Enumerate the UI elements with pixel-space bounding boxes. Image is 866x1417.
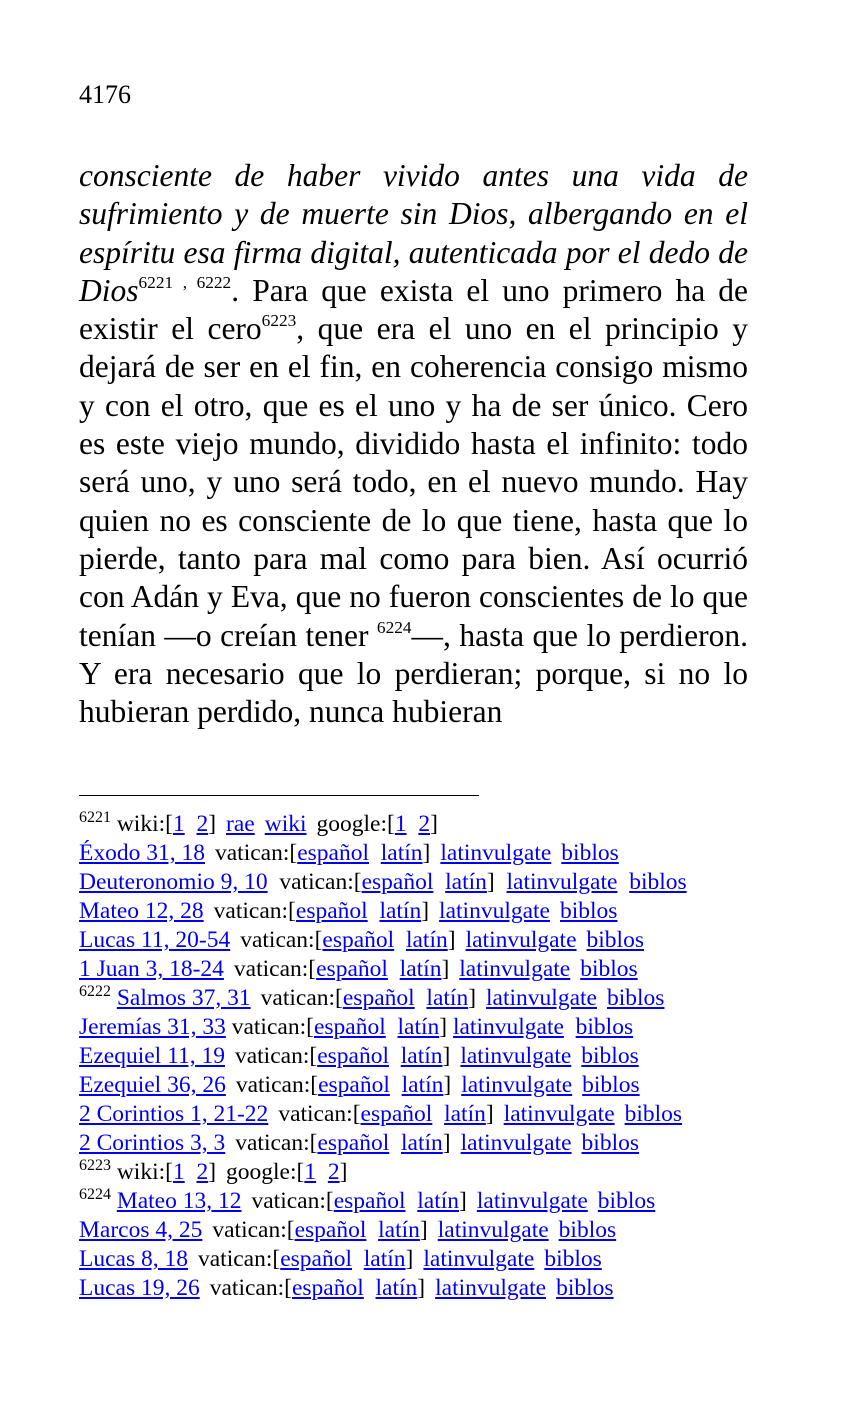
latinvulgate-link[interactable]: latinvulgate — [465, 927, 577, 953]
vatican-latin-link[interactable]: latín — [417, 1188, 460, 1214]
vatican-espanol-link[interactable]: español — [342, 985, 415, 1011]
reference-line: Marcos 4, 25 vatican:[español latín] latinvulgate biblos — [79, 1217, 617, 1243]
biblos-link[interactable]: biblos — [575, 1014, 634, 1040]
italic-passage: consciente de haber vivido antes una vida de sufrimiento y de muerte sin Dios, albergando en el espíritu esa firma digital, autenticada por el dedo de Dios — [79, 158, 748, 308]
vatican-label: vatican:[ — [279, 869, 362, 895]
vatican-espanol-link[interactable]: español — [322, 927, 395, 953]
footnote-divider — [79, 795, 479, 796]
reference-line: Éxodo 31, 18 vatican:[español latín] latinvulgate biblos — [79, 840, 619, 866]
wiki-label: wiki:[ — [116, 811, 173, 837]
footnote-6221: $^{6221}$ wiki:[1 2] rae wiki google:[1 2] — [79, 809, 438, 837]
footnote-ref-6223: 6223 — [261, 311, 297, 331]
reference-line: Ezequiel 11, 19 vatican:[español latín] latinvulgate biblos — [79, 1043, 639, 1069]
google-link-2[interactable]: 2 — [327, 1159, 340, 1185]
biblos-link[interactable]: biblos — [561, 840, 619, 866]
footnote-number: 6222 — [79, 983, 111, 1001]
vatican-espanol-link[interactable]: español — [294, 1217, 367, 1243]
vatican-espanol-link[interactable]: español — [333, 1188, 406, 1214]
reference-line: 2 Corintios 3, 3 vatican:[español latín] latinvulgate biblos — [79, 1130, 640, 1156]
vatican-label: vatican:[ — [198, 1246, 281, 1272]
footnote-6224: $^{6224}$ Mateo 13, 12 vatican:[español latín] latinvulgate biblos — [79, 1186, 656, 1214]
google-link-1[interactable]: 1 — [394, 811, 407, 837]
main-text — [79, 157, 748, 731]
latinvulgate-link[interactable]: latinvulgate — [460, 1130, 572, 1156]
wiki-link-2[interactable]: 2 — [196, 1159, 209, 1185]
google-link-2[interactable]: 2 — [418, 811, 431, 837]
footnotes — [79, 810, 769, 1303]
vatican-latin-link[interactable]: latín — [380, 840, 423, 866]
reference-link[interactable]: Lucas 11, 20-54 — [79, 927, 231, 953]
vatican-latin-link[interactable]: latín — [401, 1072, 444, 1098]
vatican-latin-link[interactable]: latín — [399, 956, 442, 982]
biblos-link[interactable]: biblos — [580, 956, 638, 982]
vatican-label: vatican:[ — [235, 1130, 318, 1156]
reference-link[interactable]: Deuteronomio 9, 10 — [79, 869, 268, 895]
vatican-latin-link[interactable]: latín — [426, 985, 469, 1011]
vatican-espanol-link[interactable]: español — [316, 956, 388, 982]
reference-link[interactable]: Ezequiel 11, 19 — [79, 1043, 225, 1069]
vatican-espanol-link[interactable]: español — [360, 1101, 433, 1127]
vatican-label: vatican:[ — [240, 927, 323, 953]
vatican-label: vatican:[ — [213, 898, 296, 924]
reference-line: Mateo 12, 28 vatican:[español latín] latinvulgate biblos — [79, 898, 618, 924]
latinvulgate-link[interactable]: latinvulgate — [437, 1217, 549, 1243]
biblos-link[interactable]: biblos — [556, 1275, 614, 1301]
page-number: 4176 — [79, 80, 131, 109]
reference-link[interactable]: Lucas 8, 18 — [79, 1246, 188, 1272]
reference-link[interactable]: Marcos 4, 25 — [79, 1217, 203, 1243]
reference-line: Jeremías 31, 33 vatican:[español latín] latinvulgate biblos — [79, 1014, 634, 1040]
reference-link[interactable]: 1 Juan 3, 18-24 — [79, 956, 224, 982]
reference-line: 2 Corintios 1, 21-22 vatican:[español latín] latinvulgate biblos — [79, 1101, 683, 1127]
biblos-link[interactable]: biblos — [586, 927, 644, 953]
wiki-label: wiki:[ — [116, 1159, 173, 1185]
google-label: google:[ — [316, 811, 395, 837]
vatican-latin-link[interactable]: latín — [400, 1043, 443, 1069]
reference-link[interactable]: Jeremías 31, 33 — [79, 1014, 226, 1040]
footnote-6223: $^{6223}$ wiki:[1 2] google:[1 2] — [79, 1157, 348, 1185]
biblos-link[interactable]: biblos — [606, 985, 665, 1011]
vatican-espanol-link[interactable]: español — [361, 869, 434, 895]
wiki-link-1[interactable]: 1 — [172, 1159, 185, 1185]
reference-line: Lucas 11, 20-54 vatican:[español latín] latinvulgate biblos — [79, 927, 644, 953]
latinvulgate-link[interactable]: latinvulgate — [435, 1275, 547, 1301]
footnote-ref-6221-6222: 6221 , 6222 — [138, 272, 232, 292]
footnote-number: 6224 — [79, 1186, 111, 1204]
reference-link[interactable]: Lucas 19, 26 — [79, 1275, 200, 1301]
vatican-label: vatican:[ — [251, 1188, 334, 1214]
vatican-espanol-link[interactable]: español — [280, 1246, 353, 1272]
vatican-latin-link[interactable]: latín — [445, 869, 487, 895]
text-segment: , que era el uno en el principio y dejará de ser en el fin, en coherencia consigo mismo y con el otro, que es el uno y ha de ser único. Cero es este viejo mundo, dividido hasta el infinito: todo será uno, y uno será todo, en el nuevo mundo. Hay quien no es consciente de lo que tiene, hasta que lo pierde, tanto para mal como para bien. Así ocurrió con Adán y Eva, que no fueron conscientes de lo que tenían —o creían tener — [79, 311, 749, 653]
vatican-espanol-link[interactable]: español — [291, 1275, 364, 1301]
latinvulgate-link[interactable]: latinvulgate — [440, 840, 552, 866]
vatican-label: vatican:[ — [233, 956, 317, 982]
biblos-link[interactable]: biblos — [558, 1217, 617, 1243]
footnote-6222: $^{6222}$ Salmos 37, 31 vatican:[español latín] latinvulgate biblos — [79, 983, 665, 1011]
vatican-espanol-link[interactable]: español — [318, 1072, 390, 1098]
wiki-link[interactable]: wiki — [264, 811, 307, 837]
biblos-link[interactable]: biblos — [581, 1130, 640, 1156]
wiki-link-2[interactable]: 2 — [196, 811, 209, 837]
vatican-label: vatican:[ — [278, 1101, 361, 1127]
vatican-label: vatican:[ — [231, 1014, 314, 1040]
reference-link[interactable]: Mateo 13, 12 — [116, 1188, 242, 1214]
rae-link[interactable]: rae — [226, 811, 255, 837]
reference-line: Ezequiel 36, 26 vatican:[español latín] latinvulgate biblos — [79, 1072, 640, 1098]
text-segment: —, hasta que lo perdieron. Y era necesario que lo perdieran; porque, si no lo hubieran perdido, nunca hubieran — [79, 617, 749, 730]
vatican-label: vatican:[ — [235, 1072, 319, 1098]
reference-link[interactable]: Ezequiel 36, 26 — [79, 1072, 226, 1098]
vatican-espanol-link[interactable]: español — [297, 840, 369, 866]
latinvulgate-link[interactable]: latinvulgate — [486, 985, 597, 1011]
google-link-1[interactable]: 1 — [304, 1159, 317, 1185]
reference-link[interactable]: Salmos 37, 31 — [116, 985, 251, 1011]
vatican-label: vatican:[ — [209, 1275, 292, 1301]
vatican-espanol-link[interactable]: español — [313, 1014, 386, 1040]
biblos-link[interactable]: biblos — [629, 869, 687, 895]
reference-link[interactable]: 2 Corintios 1, 21-22 — [79, 1101, 269, 1127]
latinvulgate-link[interactable]: latinvulgate — [506, 869, 618, 895]
footnote-ref-6224: 6224 — [376, 617, 412, 637]
vatican-latin-link[interactable]: latín — [378, 1217, 420, 1243]
latinvulgate-link[interactable]: latinvulgate — [503, 1101, 615, 1127]
latinvulgate-link[interactable]: latinvulgate — [476, 1188, 588, 1214]
biblos-link[interactable]: biblos — [582, 1072, 640, 1098]
biblos-link[interactable]: biblos — [597, 1188, 656, 1214]
latinvulgate-link[interactable]: latinvulgate — [423, 1246, 535, 1272]
latinvulgate-link[interactable]: latinvulgate — [452, 1014, 564, 1040]
reference-line: 1 Juan 3, 18-24 vatican:[español latín] latinvulgate biblos — [79, 956, 638, 982]
latinvulgate-link[interactable]: latinvulgate — [461, 1072, 573, 1098]
vatican-latin-link[interactable]: latín — [444, 1101, 486, 1127]
footnote-number: 6221 — [79, 809, 111, 827]
vatican-espanol-link[interactable]: español — [317, 1130, 390, 1156]
vatican-label: vatican:[ — [212, 1217, 295, 1243]
vatican-label: vatican:[ — [234, 1043, 318, 1069]
reference-line: Lucas 8, 18 vatican:[español latín] latinvulgate biblos — [79, 1246, 602, 1272]
vatican-latin-link[interactable]: latín — [375, 1275, 418, 1301]
text-segment: . Para que exista el uno primero ha de existir el cero — [79, 272, 749, 347]
biblos-link[interactable]: biblos — [559, 898, 618, 924]
reference-link[interactable]: Mateo 12, 28 — [79, 898, 204, 924]
latinvulgate-link[interactable]: latinvulgate — [439, 898, 550, 924]
latinvulgate-link[interactable]: latinvulgate — [460, 1043, 572, 1069]
biblos-link[interactable]: biblos — [581, 1043, 639, 1069]
reference-line: Deuteronomio 9, 10 vatican:[español latín] latinvulgate biblos — [79, 869, 687, 895]
reference-line: Lucas 19, 26 vatican:[español latín] latinvulgate biblos — [79, 1275, 614, 1301]
vatican-latin-link[interactable]: latín — [397, 1014, 440, 1040]
google-label: google:[ — [226, 1159, 305, 1185]
reference-link[interactable]: Éxodo 31, 18 — [79, 840, 205, 866]
vatican-espanol-link[interactable]: español — [295, 898, 368, 924]
biblos-link[interactable]: biblos — [544, 1246, 602, 1272]
vatican-label: vatican:[ — [214, 840, 298, 866]
vatican-latin-link[interactable]: latín — [401, 1130, 443, 1156]
vatican-espanol-link[interactable]: español — [317, 1043, 389, 1069]
vatican-latin-link[interactable]: latín — [405, 927, 448, 953]
footnote-number: 6223 — [79, 1157, 111, 1175]
vatican-latin-link[interactable]: latín — [363, 1246, 406, 1272]
wiki-link-1[interactable]: 1 — [172, 811, 185, 837]
biblos-link[interactable]: biblos — [624, 1101, 683, 1127]
latinvulgate-link[interactable]: latinvulgate — [459, 956, 571, 982]
reference-link[interactable]: 2 Corintios 3, 3 — [79, 1130, 226, 1156]
vatican-label: vatican:[ — [260, 985, 343, 1011]
vatican-latin-link[interactable]: latín — [379, 898, 422, 924]
